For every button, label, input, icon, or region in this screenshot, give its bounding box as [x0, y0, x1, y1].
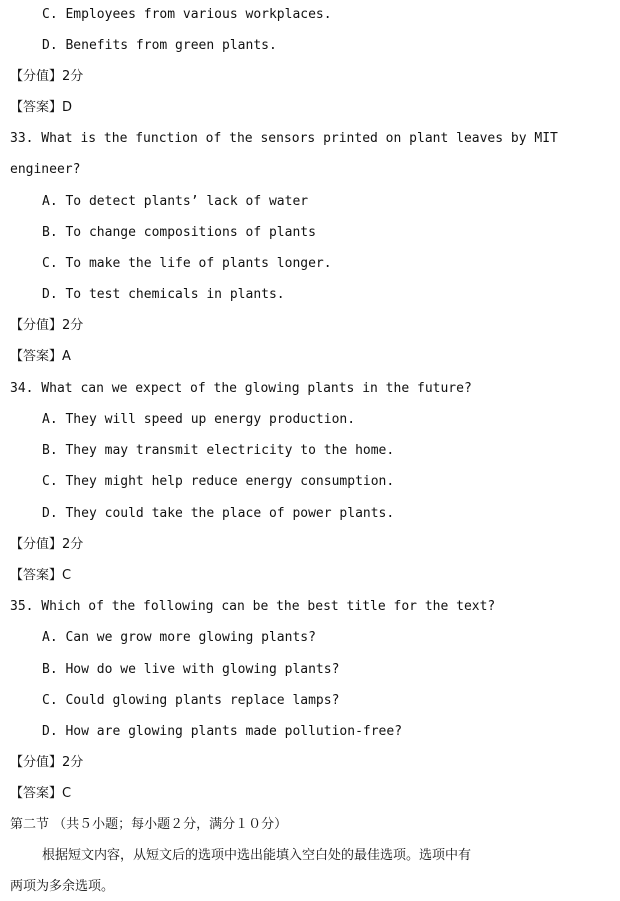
q32-answer: 【答案】D [10, 100, 73, 115]
q34-option-b: B. They may transmit electricity to the home. [42, 443, 395, 458]
q33-answer: 【答案】A [10, 349, 71, 364]
q35-answer: 【答案】C [10, 786, 72, 801]
q35-option-a: A. Can we grow more glowing plants? [42, 630, 316, 645]
q33-option-d: D. To test chemicals in plants. [42, 287, 285, 302]
q34-option-a: A. They will speed up energy production. [42, 412, 356, 427]
section-heading: 第二节 （共５小题；每小题２分，满分１０分） [10, 817, 288, 832]
q33-option-b: B. To change compositions of plants [42, 225, 316, 240]
q32-option-d: D. Benefits from green plants. [42, 38, 277, 53]
q33-option-c: C. To make the life of plants longer. [42, 256, 332, 271]
q33-stem-line2: engineer? [10, 162, 81, 177]
q35-score: 【分值】2分 [10, 755, 84, 770]
q32-option-c: C. Employees from various workplaces. [42, 7, 332, 22]
q35-option-d: D. How are glowing plants made pollution-free? [42, 724, 403, 739]
q34-option-c: C. They might help reduce energy consumption. [42, 474, 395, 489]
q35-option-c: C. Could glowing plants replace lamps? [42, 693, 340, 708]
section-instruction-line1: 根据短文内容，从短文后的选项中选出能填入空白处的最佳选项。选项中有 [42, 848, 472, 863]
q34-stem: 34. What can we expect of the glowing plants in the future? [10, 381, 472, 396]
q33-stem-line1: 33. What is the function of the sensors printed on plant leaves by MIT [10, 131, 558, 146]
section-instruction-line2: 两项为多余选项。 [10, 879, 115, 894]
q33-option-a: A. To detect plants’ lack of water [42, 194, 309, 209]
q35-stem: 35. Which of the following can be the best title for the text? [10, 599, 496, 614]
q34-answer: 【答案】C [10, 568, 72, 583]
q32-score: 【分值】2分 [10, 69, 84, 84]
q35-option-b: B. How do we live with glowing plants? [42, 662, 340, 677]
q34-option-d: D. They could take the place of power plants. [42, 506, 395, 521]
q34-score: 【分值】2分 [10, 537, 84, 552]
q33-score: 【分值】2分 [10, 318, 84, 333]
